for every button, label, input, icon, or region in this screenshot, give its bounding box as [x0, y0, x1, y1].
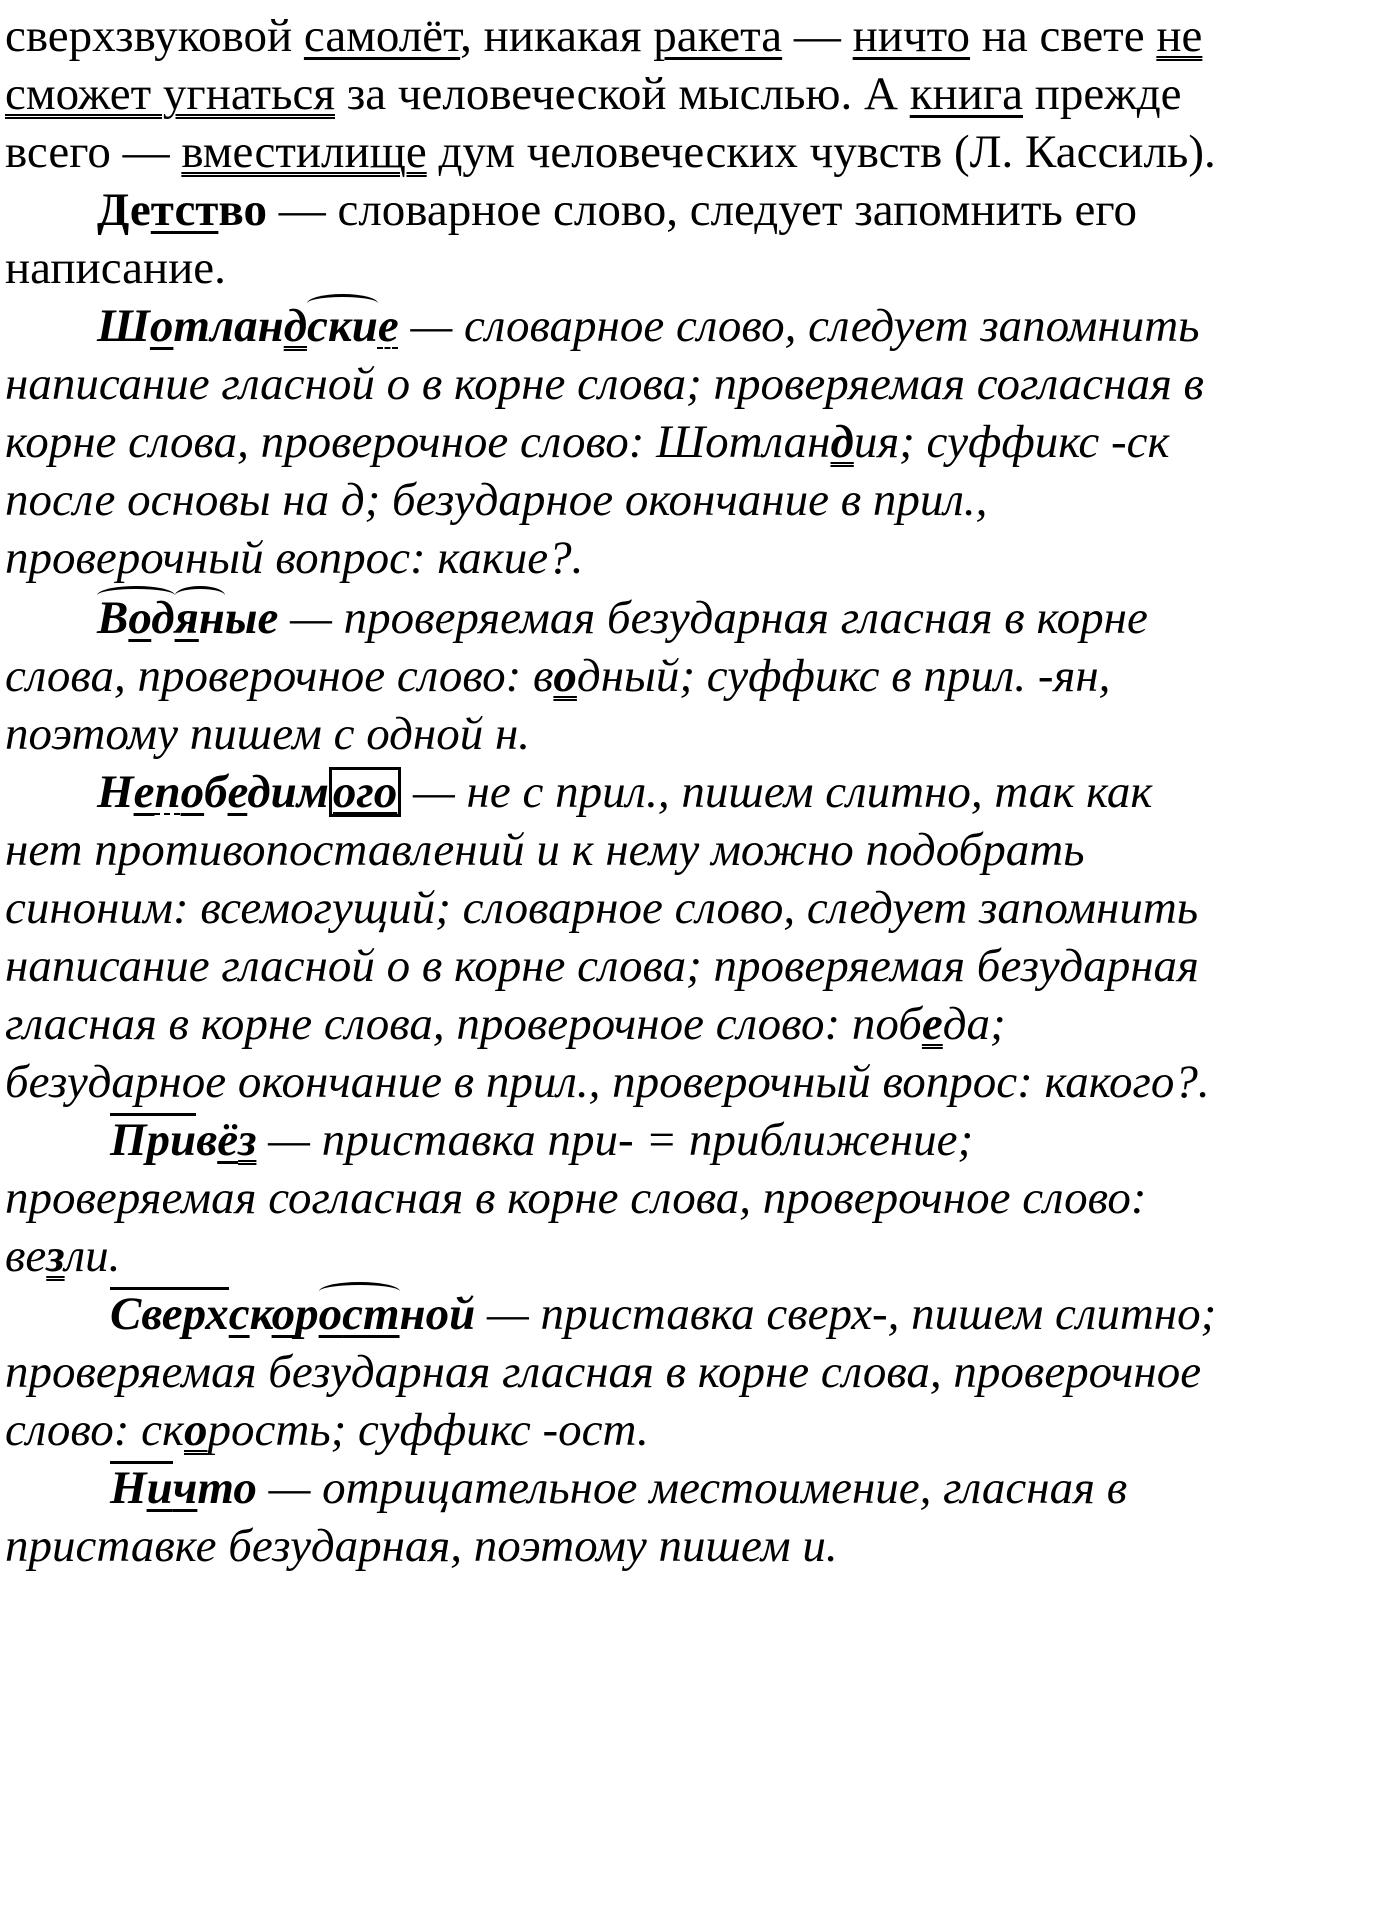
explanation: написание. [5, 242, 226, 294]
explanation: — приставка при- = приближение; [256, 1114, 974, 1166]
shotl-line-5: проверочный вопрос: какие?. [5, 532, 584, 584]
headword-nepobedimogo: Непобедимого [97, 766, 401, 818]
text: всего — [5, 126, 182, 178]
nepob-line-6: безударное окончание в прил., проверочный вопрос: какого?. [5, 1056, 1210, 1108]
detstvo-line-1 [97, 182, 1137, 254]
prefix-mark: При [110, 1114, 197, 1166]
headword-sverhskorostnoy: Сверхскоростной [110, 1288, 476, 1340]
underlined-word: самолёт [303, 10, 461, 62]
underlined-word: ракета [653, 10, 783, 62]
text: на свете [970, 10, 1157, 62]
headword-privez: Привёз [110, 1114, 257, 1166]
dash: — [782, 10, 853, 62]
nepob-line-2: нет противопоставлений и к нему можно подобрать [5, 824, 1085, 876]
explanation: — приставка сверх-, пишем слитно; [475, 1288, 1217, 1340]
vodyanye-line-2: слова, проверочное слово: водный; суффикс в прил. -ян, [5, 650, 1111, 702]
headword-vodyanye: Водяные [97, 592, 279, 644]
shotl-line-4: после основы на д; безударное окончание в прил., [5, 474, 988, 526]
suffix-arc: ски [307, 300, 378, 352]
underlined-word: книга [909, 68, 1023, 120]
text: прежде [1023, 68, 1182, 120]
nepob-line-3: синоним: всемогущий; словарное слово, следует запомнить [5, 882, 1199, 934]
nepob-line-5: гласная в корне слова, проверочное слово: победа; [5, 998, 1006, 1050]
double-underlined-word: сможет угнаться [5, 68, 335, 120]
headword-detstvo: Детство [97, 184, 267, 236]
shotl-line-3: корне слова, проверочное слово: Шотландия; суффикс -ск [5, 416, 1170, 468]
headword-nichto: Ничто [110, 1462, 257, 1514]
explanation: — отрицательное местоимение, гласная в [256, 1462, 1128, 1514]
explanation: — словарное слово, следует запомнить его [266, 184, 1138, 236]
text: за человеческой мыслью. А [334, 68, 910, 120]
double-underlined-word: не [1156, 10, 1203, 62]
explanation: — проверяемая безударная гласная в корне [278, 592, 1148, 644]
ending-box: ого [329, 767, 401, 817]
explanation: — не с прил., пишем слитно, так как [401, 766, 1153, 818]
sverh-line-3: слово: скорость; суффикс -ост. [5, 1404, 649, 1456]
nichto-line-2: приставке безударная, поэтому пишем и. [5, 1520, 838, 1572]
sverh-line-2: проверяемая безударная гласная в корне слова, проверочное [5, 1346, 1202, 1398]
privez-line-3: везли. [5, 1230, 121, 1282]
explanation: — словарное слово, следует запомнить [398, 300, 1200, 352]
nepob-line-4: написание гласной о в корне слова; проверяемая безударная [5, 940, 1199, 992]
text: сверхзвуковой [5, 10, 304, 62]
underlined-word: ничто [852, 10, 971, 62]
privez-line-2: проверяемая согласная в корне слова, проверочное слово: [5, 1172, 1147, 1224]
shotl-line-2: написание гласной о в корне слова; проверяемая согласная в [5, 358, 1204, 410]
double-underlined-word: вместилище [181, 126, 427, 178]
text: , никакая [460, 10, 654, 62]
text: дум человеческих чувств (Л. Кассиль). [426, 126, 1216, 178]
headword-shotlandskie: Шотландские [97, 300, 399, 352]
vodyanye-line-3: поэтому пишем с одной н. [5, 708, 531, 760]
